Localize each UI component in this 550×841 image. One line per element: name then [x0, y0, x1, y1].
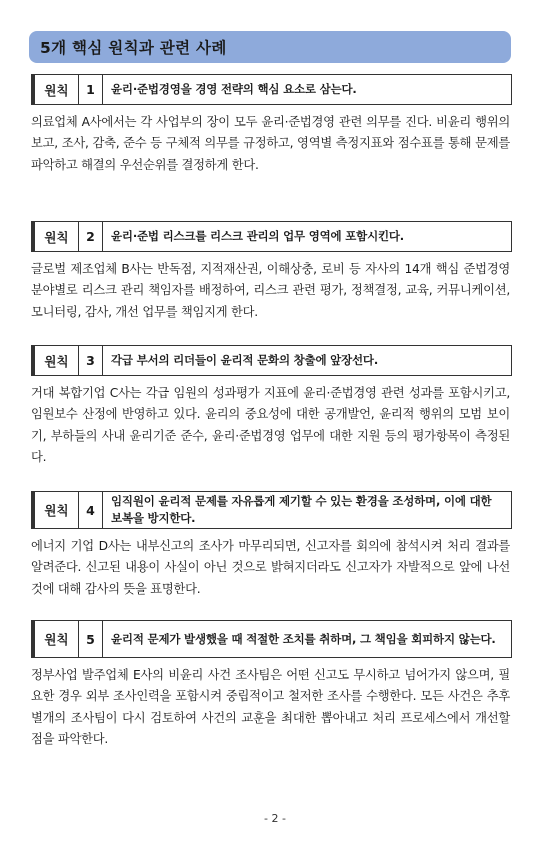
principle-body: 정부사업 발주업체 E사의 비윤리 사건 조사팀은 어떤 신고도 무시하고 넘어가지 않으며, 필요한 경우 외부 조사인력을 포함시켜 중립적이고 철저한 조사를 수행한다. 모든 사건은 추후 별개의 조사팀이 다시 검토하여 사건의 교훈을 최대한 뽑아내고 처리 프로세스에서 개선할 점을 파악한다.: [31, 668, 510, 746]
principle-3: [31, 345, 512, 468]
principle-heading: 윤리·준법 리스크를 리스크 관리의 업무 영역에 포함시킨다.: [111, 229, 404, 243]
principle-header: [31, 345, 512, 376]
principle-number: 4: [79, 492, 103, 528]
principle-heading: 윤리·준법경영을 경영 전략의 핵심 요소로 삼는다.: [111, 82, 357, 96]
title-banner: [29, 31, 511, 63]
principle-number: 2: [79, 222, 103, 251]
principle-heading: 윤리적 문제가 발생했을 때 적절한 조치를 취하며, 그 책임을 회피하지 않는다.: [111, 631, 496, 646]
page-number: - 2 -: [264, 812, 286, 825]
principle-2: [31, 221, 512, 323]
principle-1: [31, 74, 512, 176]
principle-header: [31, 74, 512, 105]
principle-label: 원칙: [35, 621, 79, 657]
principle-heading: 각급 부서의 리더들이 윤리적 문화의 창출에 앞장선다.: [111, 353, 378, 367]
principle-4: [31, 491, 512, 600]
principle-body: 거대 복합기업 C사는 각급 임원의 성과평가 지표에 윤리·준법경영 관련 성과를 포함시키고, 임원보수 산정에 반영하고 있다. 윤리의 중요성에 대한 공개발언, 윤리적 행위의 모범 보이기, 부하들의 사내 윤리기준 준수, 윤리·준법경영 업무에 대한 지원 등의 평가항목이 측정된다.: [31, 386, 510, 464]
principle-label: 원칙: [35, 75, 79, 104]
principle-body: 에너지 기업 D사는 내부신고의 조사가 마무리되면, 신고자를 회의에 참석시켜 처리 결과를 알려준다. 신고된 내용이 사실이 아닌 것으로 밝혀지더라도 신고자가 자발적으로 앞에 나선 것에 대해 감사의 뜻을 표명한다.: [31, 539, 510, 596]
principle-header: [31, 620, 512, 658]
principle-5: [31, 620, 512, 750]
principle-number: 3: [79, 346, 103, 375]
principle-header: [31, 491, 512, 529]
page-title: 5개 핵심 원칙과 관련 사례: [40, 39, 227, 57]
principle-heading: 임직원이 윤리적 문제를 자유롭게 제기할 수 있는 환경을 조성하며, 이에 대한 보복을 방지한다.: [111, 494, 492, 525]
principle-number: 1: [79, 75, 103, 104]
principle-body: 의료업체 A사에서는 각 사업부의 장이 모두 윤리·준법경영 관련 의무를 진다. 비윤리 행위의 보고, 조사, 감축, 준수 등 구체적 의무를 규정하고, 영역별 측정지표와 점수표를 통해 문제를 파악하고 해결의 우선순위를 결정하게 한다.: [31, 115, 510, 172]
principle-header: [31, 221, 512, 252]
principle-label: 원칙: [35, 222, 79, 251]
principle-body: 글로벌 제조업체 B사는 반독점, 지적재산권, 이해상충, 로비 등 자사의 14개 핵심 준법경영 분야별로 리스크 관리 책임자를 배정하여, 리스크 관련 평가, 정책결정, 교육, 커뮤니케이션, 모니터링, 감사, 개선 업무를 책임지게 한다.: [31, 262, 510, 319]
principle-label: 원칙: [35, 492, 79, 528]
principle-number: 5: [79, 621, 103, 657]
principle-label: 원칙: [35, 346, 79, 375]
